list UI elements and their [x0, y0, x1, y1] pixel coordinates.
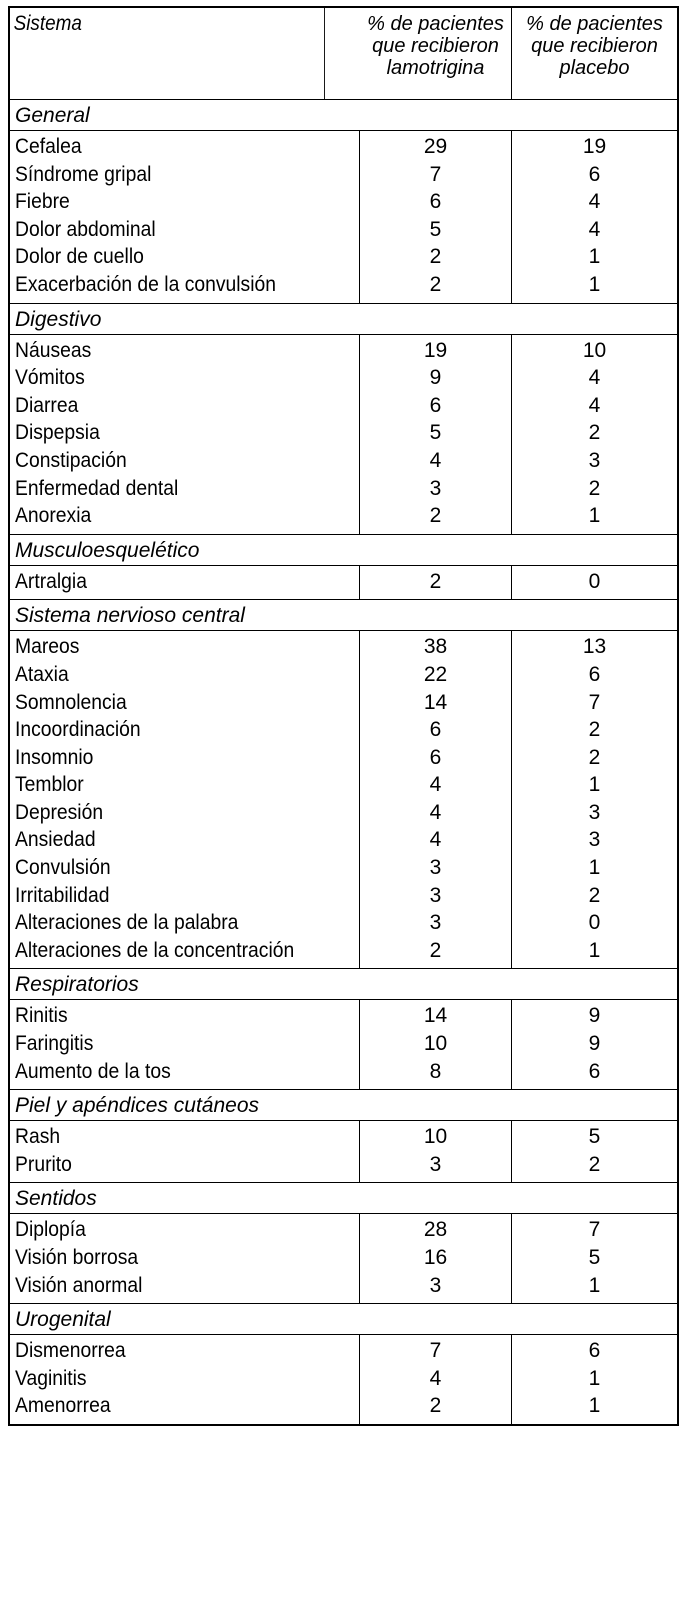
header-lamotrigine-line: lamotrigina [386, 57, 485, 79]
lamotrigine-value: 38 [423, 635, 448, 659]
symptom-name: Amenorrea [15, 1394, 111, 1418]
placebo-value-column [512, 1214, 677, 1303]
placebo-value: 2 [588, 421, 601, 445]
placebo-value: 6 [588, 1059, 601, 1083]
lamotrigine-value: 3 [429, 1273, 442, 1297]
symptom-name: Náuseas [15, 338, 92, 362]
section-rows [10, 1121, 677, 1183]
symptom-name: Rash [15, 1125, 61, 1149]
symptom-name: Mareos [15, 635, 80, 659]
lamotrigine-value: 6 [429, 718, 442, 742]
placebo-value-column [512, 131, 677, 303]
symptom-name: Incoordinación [15, 718, 141, 742]
placebo-value: 5 [588, 1125, 601, 1149]
symptom-name: Visión anormal [15, 1273, 143, 1297]
symptom-name-column [10, 1335, 360, 1424]
placebo-value-column [512, 1000, 677, 1089]
section-rows [10, 131, 677, 304]
lamotrigine-value: 5 [429, 421, 442, 445]
lamotrigine-value: 3 [429, 476, 442, 500]
lamotrigine-value: 9 [429, 366, 442, 390]
lamotrigine-value: 2 [429, 245, 442, 269]
lamotrigine-value: 10 [423, 1125, 448, 1149]
placebo-value: 5 [588, 1246, 601, 1269]
lamotrigine-value: 2 [429, 938, 442, 962]
placebo-value: 13 [582, 635, 607, 659]
placebo-value: 0 [588, 569, 601, 593]
header-lamotrigine-line: % de pacientes [367, 13, 504, 35]
lamotrigine-value-column [360, 1214, 512, 1303]
lamotrigine-value: 3 [429, 856, 442, 880]
lamotrigine-value: 6 [429, 190, 442, 214]
placebo-value-column [512, 1121, 677, 1182]
lamotrigine-value: 2 [429, 504, 442, 528]
placebo-value-column [512, 631, 677, 968]
placebo-value: 6 [588, 662, 601, 686]
symptom-name: Dismenorrea [15, 1339, 126, 1363]
table-body [10, 100, 677, 1424]
symptom-name: Depresión [15, 800, 104, 824]
section-title: Sentidos [10, 1183, 677, 1214]
symptom-name: Somnolencia [15, 690, 127, 714]
symptom-name: Diplopía [15, 1218, 86, 1242]
header-placebo-line: placebo [559, 57, 630, 79]
symptom-name: Irritabilidad [15, 883, 110, 907]
lamotrigine-value: 4 [429, 448, 442, 472]
symptom-name-column [10, 1000, 360, 1089]
section-rows [10, 1000, 677, 1090]
symptom-name: Ataxia [15, 662, 69, 686]
symptom-name: Anorexia [15, 504, 92, 528]
section-title: Sistema nervioso central [10, 600, 677, 631]
section-title: Musculoesquelético [10, 535, 677, 566]
symptom-name: Rinitis [15, 1004, 68, 1028]
section-rows [10, 335, 677, 535]
symptom-name: Visión borrosa [15, 1246, 139, 1269]
symptom-name: Enfermedad dental [15, 476, 179, 500]
lamotrigine-value-column [360, 1000, 512, 1089]
symptom-name: Diarrea [15, 393, 79, 417]
symptom-name: Prurito [15, 1152, 72, 1176]
lamotrigine-value: 4 [429, 800, 442, 824]
symptom-name: Exacerbación de la convulsión [15, 272, 276, 296]
lamotrigine-value: 2 [429, 1394, 442, 1418]
symptom-name: Artralgia [15, 569, 87, 593]
placebo-value: 1 [588, 1394, 601, 1418]
symptom-name: Vómitos [15, 366, 85, 390]
placebo-value: 1 [588, 1273, 601, 1297]
section-title: Respiratorios [10, 969, 677, 1000]
section-rows [10, 1335, 677, 1424]
lamotrigine-value: 6 [429, 393, 442, 417]
symptom-name: Aumento de la tos [15, 1059, 171, 1083]
placebo-value-column [512, 566, 677, 600]
symptom-name-column [10, 335, 360, 534]
section-rows [10, 631, 677, 969]
symptom-name-column [10, 1121, 360, 1182]
lamotrigine-value: 3 [429, 883, 442, 907]
placebo-value: 9 [588, 1032, 601, 1056]
lamotrigine-value: 16 [423, 1246, 448, 1269]
placebo-value: 0 [588, 911, 601, 935]
placebo-value: 1 [588, 938, 601, 962]
lamotrigine-value-column [360, 631, 512, 968]
lamotrigine-value: 10 [423, 1032, 448, 1056]
placebo-value: 1 [588, 504, 601, 528]
placebo-value: 6 [588, 162, 601, 186]
lamotrigine-value: 4 [429, 773, 442, 797]
placebo-value: 19 [582, 135, 607, 158]
lamotrigine-value: 29 [423, 135, 448, 158]
placebo-value: 7 [588, 690, 601, 714]
symptom-name: Síndrome gripal [15, 162, 152, 186]
header-placebo-line: % de pacientes [526, 13, 663, 35]
lamotrigine-value: 28 [423, 1218, 448, 1242]
symptom-name-column [10, 1214, 360, 1303]
lamotrigine-value: 2 [429, 569, 442, 593]
symptom-name-column [10, 631, 360, 968]
symptom-name: Alteraciones de la palabra [15, 911, 239, 935]
adverse-events-table [8, 6, 679, 1426]
table-header [10, 8, 677, 100]
symptom-name: Alteraciones de la concentración [15, 938, 295, 962]
symptom-name-column [10, 566, 360, 600]
lamotrigine-value: 4 [429, 828, 442, 852]
symptom-name: Cefalea [15, 135, 82, 158]
placebo-value: 6 [588, 1339, 601, 1363]
symptom-name-column [10, 131, 360, 303]
lamotrigine-value: 4 [429, 1366, 442, 1390]
placebo-value-column [512, 1335, 677, 1424]
section-rows [10, 566, 677, 601]
lamotrigine-value: 7 [429, 162, 442, 186]
placebo-value: 1 [588, 272, 601, 296]
lamotrigine-value: 22 [423, 662, 448, 686]
lamotrigine-value-column [360, 335, 512, 534]
placebo-value: 2 [588, 883, 601, 907]
symptom-name: Vaginitis [15, 1366, 87, 1390]
placebo-value: 1 [588, 856, 601, 880]
lamotrigine-value: 14 [423, 1004, 448, 1028]
symptom-name: Insomnio [15, 745, 94, 769]
header-placebo [512, 8, 677, 99]
placebo-value-column [512, 335, 677, 534]
lamotrigine-value-column [360, 131, 512, 303]
placebo-value: 2 [588, 745, 601, 769]
section-rows [10, 1214, 677, 1304]
section-title: Digestivo [10, 304, 677, 335]
symptom-name: Fiebre [15, 190, 70, 214]
placebo-value: 10 [582, 338, 607, 362]
placebo-value: 9 [588, 1004, 601, 1028]
lamotrigine-value: 5 [429, 217, 442, 241]
section-title: Urogenital [10, 1304, 677, 1335]
lamotrigine-value: 8 [429, 1059, 442, 1083]
placebo-value: 2 [588, 718, 601, 742]
header-lamotrigine-line: que recibieron [372, 35, 499, 57]
placebo-value: 2 [588, 476, 601, 500]
lamotrigine-value: 3 [429, 911, 442, 935]
placebo-value: 1 [588, 1366, 601, 1390]
placebo-value: 1 [588, 245, 601, 269]
section-title: General [10, 100, 677, 131]
lamotrigine-value-column [360, 566, 512, 600]
symptom-name: Convulsión [15, 856, 111, 880]
placebo-value: 1 [588, 773, 601, 797]
symptom-name: Temblor [15, 773, 84, 797]
lamotrigine-value: 14 [423, 690, 448, 714]
lamotrigine-value: 19 [423, 338, 448, 362]
lamotrigine-value-column [360, 1335, 512, 1424]
lamotrigine-value: 7 [429, 1339, 442, 1363]
placebo-value: 3 [588, 800, 601, 824]
symptom-name: Dolor abdominal [15, 217, 156, 241]
placebo-value: 4 [588, 366, 601, 390]
symptom-name: Dispepsia [15, 421, 100, 445]
symptom-name: Constipación [15, 448, 127, 472]
lamotrigine-value: 2 [429, 272, 442, 296]
symptom-name: Faringitis [15, 1032, 94, 1056]
lamotrigine-value: 3 [429, 1152, 442, 1176]
header-lamotrigine [360, 8, 512, 99]
placebo-value: 4 [588, 393, 601, 417]
header-system: Sistema [10, 8, 325, 99]
placebo-value: 2 [588, 1152, 601, 1176]
header-placebo-line: que recibieron [531, 35, 658, 57]
placebo-value: 7 [588, 1218, 601, 1242]
section-title: Piel y apéndices cutáneos [10, 1090, 677, 1121]
symptom-name: Ansiedad [15, 828, 96, 852]
symptom-name: Dolor de cuello [15, 245, 144, 269]
lamotrigine-value: 6 [429, 745, 442, 769]
lamotrigine-value-column [360, 1121, 512, 1182]
placebo-value: 3 [588, 828, 601, 852]
placebo-value: 4 [588, 190, 601, 214]
placebo-value: 4 [588, 217, 601, 241]
placebo-value: 3 [588, 448, 601, 472]
